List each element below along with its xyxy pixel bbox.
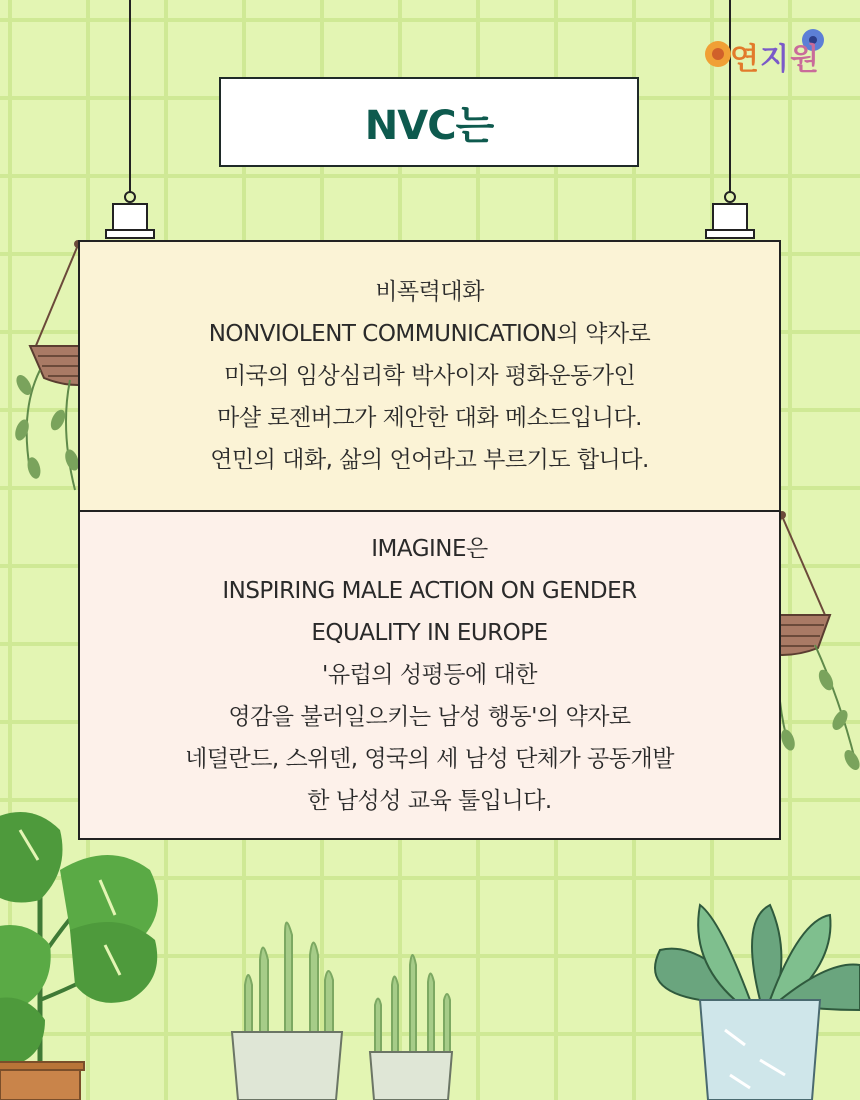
imagine-panel <box>78 510 781 840</box>
imagine-line-4: '유럽의 성평등에 대한 <box>322 662 537 688</box>
imagine-line-7: 한 남성성 교육 툴입니다. <box>307 788 552 814</box>
nvc-line-5: 연민의 대화, 삶의 언어라고 부르기도 합니다. <box>210 447 649 473</box>
nvc-line-3: 미국의 임상심리학 박사이자 평화운동가인 <box>223 363 636 389</box>
cactus-pot-icon <box>232 923 342 1100</box>
logo-char-1: 연 <box>730 42 760 77</box>
imagine-line-3: EQUALITY IN EUROPE <box>311 620 548 646</box>
title-sign <box>219 77 639 167</box>
leafy-plant-pot-icon <box>655 905 860 1100</box>
monstera-plant-icon <box>0 812 158 1100</box>
logo <box>730 34 820 78</box>
imagine-line-5: 영감을 불러일으키는 남성 행동'의 약자로 <box>228 704 631 730</box>
page-title: NVC는 <box>364 102 494 149</box>
logo-char-3: 원 <box>789 42 820 77</box>
nvc-line-4: 마샬 로젠버그가 제안한 대화 메소드입니다. <box>217 405 642 431</box>
nvc-line-2: NONVIOLENT COMMUNICATION의 약자로 <box>208 321 651 347</box>
clip-left-icon <box>106 192 154 238</box>
small-cactus-pot-icon <box>370 955 452 1100</box>
logo-char-2: 지 <box>759 42 790 77</box>
nvc-line-1: 비폭력대화 <box>375 279 484 305</box>
nvc-panel <box>78 240 781 512</box>
imagine-line-6: 네덜란드, 스위덴, 영국의 세 남성 단체가 공동개발 <box>185 746 674 772</box>
imagine-line-2: INSPIRING MALE ACTION ON GENDER <box>222 578 637 604</box>
clip-right-icon <box>706 192 754 238</box>
imagine-line-1: IMAGINE은 <box>371 536 488 562</box>
